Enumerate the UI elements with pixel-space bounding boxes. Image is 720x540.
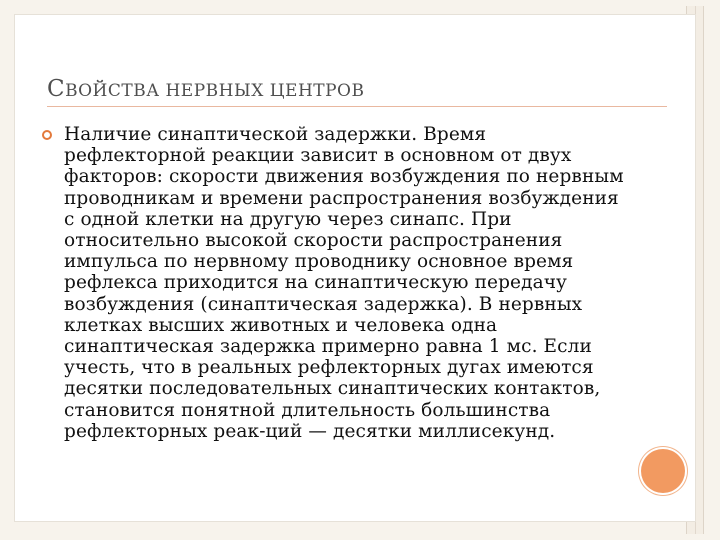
bullet-paragraph: Наличие синаптической задержки. Время рефлекторной реакции зависит в основном от двух факторов: скорости движения возбуждения по нервным проводникам и времени распространения возбуждения с одной клетки на другую через синапс. При относительно высокой скорости распространения импульса по нервному проводнику основное время рефлекса приходится на синаптическую передачу возбуждения (синаптическая задержка). В нервных клетках высших животных и человека одна синаптическая задержка примерно равна 1 мс. Если учесть, что в реальных рефлекторных дугах имеются десятки последовательных синаптических контактов, становится понятной длительность большинства рефлекторных реак-ций — десятки миллисекунд. bbox=[64, 124, 624, 442]
slide-title bbox=[47, 76, 364, 102]
title-first-letter: С bbox=[47, 76, 66, 102]
bullet-circle-shape bbox=[42, 130, 52, 140]
orange-dot-decoration bbox=[641, 449, 685, 493]
bullet-item bbox=[38, 124, 648, 442]
title-underline bbox=[47, 106, 667, 107]
circle-bullet-icon bbox=[38, 130, 64, 140]
content-area bbox=[38, 124, 648, 442]
title-rest: ВОЙСТВА НЕРВНЫХ ЦЕНТРОВ bbox=[65, 81, 365, 101]
